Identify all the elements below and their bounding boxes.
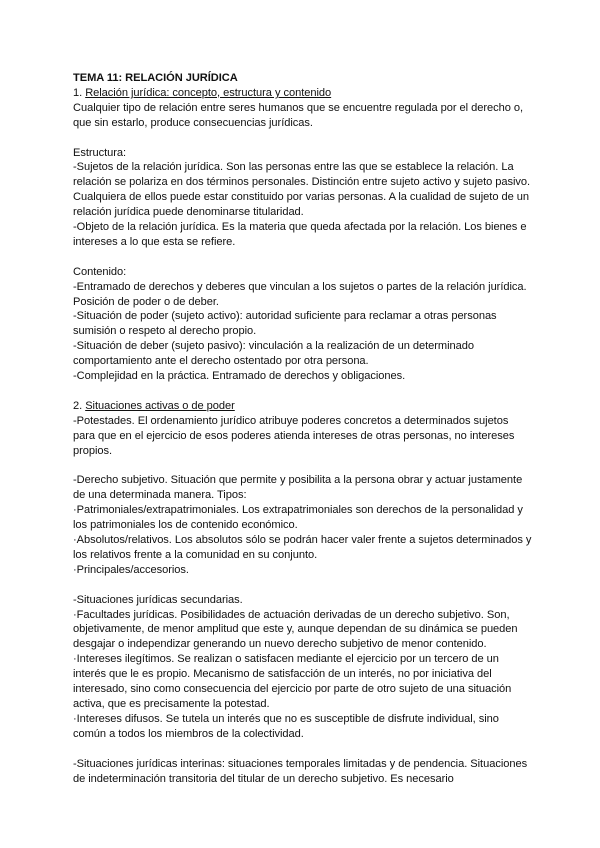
secundarias-heading: -Situaciones jurídicas secundarias. [73,593,243,606]
secundarias-item: ·Intereses difusos. Se tutela un interés que no es susceptible de disfrute individual, sino común a todos los miembros de la colectividad. [73,712,499,740]
estructura-sujetos: -Sujetos de la relación jurídica. Son las personas entre las que se establece la relación. La relación se polariza en dos términos personales. Distinción entre sujeto activo y sujeto pasivo. Cualquiera de ellos puede estar constituido por varias personas. A la cualidad de sujeto de un relación jurídica puede denominarse titularidad. [73,161,531,219]
estructura-label: Estructura: [73,146,127,159]
contenido-item: -Situación de poder (sujeto activo): autoridad suficiente para reclamar a otras personas sumisión o respeto al derecho propio. [73,310,497,338]
contenido-item: -Entramado de derechos y deberes que vinculan a los sujetos o partes de la relación jurídica. Posición de poder o de deber. [73,280,527,308]
definition-paragraph: Cualquier tipo de relación entre seres humanos que se encuentre regulada por el derecho o, que sin estarlo, produce consecuencias jurídicas. [73,101,524,129]
section-1-heading [73,86,533,101]
tipo-item: ·Principales/accesorios. [73,563,189,576]
section-1-title: Relación jurídica: concepto, estructura y contenido [85,86,332,99]
section-2-title: Situaciones activas o de poder [85,399,235,412]
section-2-number: 2. [73,399,86,412]
spacer [73,578,533,593]
secundarias-item: ·Intereses ilegítimos. Se realizan o satisfacen mediante el ejercicio por un tercero de un interés que le es propio. Mecanismo de satisfacción de un interés, no por iniciativa del interesado, sino como consecuencia del ejercicio por parte de otro sujeto de una situación activa, que es precisamente la potestad. [73,653,512,710]
document-title: TEMA 11: RELACIÓN JURÍDICA [73,72,238,84]
contenido-item: -Situación de deber (sujeto pasivo): vinculación a la realización de un determinado comportamiento ante el derecho ostentado por otra persona. [73,340,475,368]
estructura-objeto: -Objeto de la relación jurídica. Es la materia que queda afectada por la relación. Los bienes e intereses a lo que esta se refiere. [73,221,527,248]
contenido-label: Contenido: [73,265,127,278]
section-2-heading [73,399,533,414]
section-1-number: 1. [73,86,86,99]
document-page [73,71,533,786]
spacer [73,459,533,474]
spacer [73,250,533,265]
tipo-item: ·Absolutos/relativos. Los absolutos sólo se podrán hacer valer frente a sujetos determinados y los relativos frente a la comunidad en su conjunto. [73,534,532,561]
potestades-paragraph: -Potestades. El ordenamiento jurídico atribuye poderes concretos a determinados sujetos para que en el ejercicio de esos poderes atienda intereses de otras personas, no intereses propios. [73,414,515,457]
spacer [73,131,533,146]
derecho-subjetivo-paragraph: -Derecho subjetivo. Situación que permite y posibilita a la persona obrar y actuar justamente de una determinada manera. Tipos: [73,474,523,502]
tipo-item: ·Patrimoniales/extrapatrimoniales. Los extrapatrimoniales son derechos de la personalidad y los patrimoniales los de contenido económico. [73,504,523,532]
contenido-item: -Complejidad en la práctica. Entramado de derechos y obligaciones. [73,370,406,383]
interinas-paragraph: -Situaciones jurídicas interinas: situaciones temporales limitadas y de pendencia. Situaciones de indeterminación transitoria del titular de un derecho subjetivo. Es necesario [73,757,528,785]
secundarias-item: ·Facultades jurídicas. Posibilidades de actuación derivadas de un derecho subjetivo. Son, objetivamente, de menor amplitud que este y, aunque dependan de su dinámica se pueden desgajar o independizar generando un nuevo derecho subjetivo de menor contenido. [73,608,518,651]
spacer [73,742,533,757]
spacer [73,384,533,399]
